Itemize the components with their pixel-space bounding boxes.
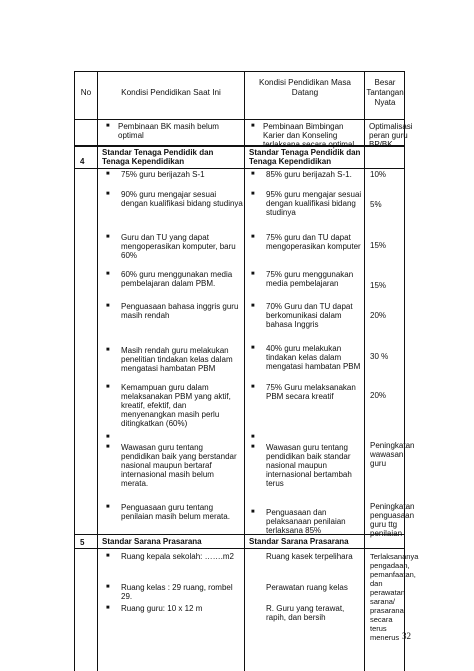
s5-item1-col1: Ruang kepala sekolah: …….m2	[121, 552, 234, 561]
bullet: ■	[251, 271, 255, 277]
bullet: ■	[251, 444, 255, 450]
bullet: ■	[251, 434, 255, 440]
header-col3: Besar Tantangan Nyata	[366, 78, 404, 107]
bullet: ■	[251, 509, 255, 515]
bullet: ■	[106, 553, 110, 559]
s4-item1-col1: 75% guru berijazah S-1	[121, 170, 205, 179]
s4-item6-col2: 40% guru melakukan tindakan kelas dalam mengatasi hambatan PBM	[266, 344, 361, 371]
bk-col1: Pembinaan BK masih belum optimal	[118, 122, 219, 140]
s4-item2-col2: 95% guru mengajar sesuai dengan kualifikasi bidang studinya	[266, 190, 362, 217]
s4-item6-col3: 30 %	[370, 352, 389, 361]
s5-item1-col2: Ruang kasek terpelihara	[266, 552, 353, 561]
bullet: ■	[106, 123, 110, 129]
bullet: ■	[251, 171, 255, 177]
bullet: ■	[251, 191, 255, 197]
s5-item3-col1: Ruang guru: 10 x 12 m	[121, 604, 203, 613]
bullet: ■	[106, 271, 110, 277]
header-col2: Kondisi Pendidikan Masa Datang	[259, 78, 351, 97]
s4-item5-col2: 70% Guru dan TU dapat berkomunikasi dalam bahasa Inggris	[266, 302, 353, 329]
bullet: ■	[106, 303, 110, 309]
header-no: No	[80, 88, 92, 97]
section4-col2: Standar Tenaga Pendidik dan Tenaga Kependidikan	[249, 148, 361, 166]
bullet: ■	[106, 584, 110, 590]
s4-item3-col2: 75% guru dan TU dapat mengoperasikan komputer	[266, 233, 361, 251]
s4-item2-col3: 5%	[370, 200, 382, 209]
bullet: ■	[251, 345, 255, 351]
bullet: ■	[106, 384, 110, 390]
s4-item8-col3: Peningkatan wawasan guru	[370, 441, 415, 468]
header-col1: Kondisi Pendidikan Saat Ini	[121, 88, 221, 97]
s4-item8-col1: Wawasan guru tentang pendidikan baik yang berstandar nasional maupun bertaraf internasional masih belum merata.	[121, 443, 237, 488]
s4-item9-col3: Peningkatan penguasaan guru ttg penilaian	[370, 502, 415, 538]
s4-item1-col2: 85% guru berijazah S-1.	[266, 170, 352, 179]
s4-item9-col2: Penguasaan dan pelaksanaan penilaian terlaksana 85%	[266, 508, 346, 535]
s4-item3-col1: Guru dan TU yang dapat mengoperasikan komputer, baru 60%	[121, 233, 236, 260]
bk-col3: Optimalisasi peran guru BP/BK	[369, 122, 413, 149]
s4-item1-col3: 10%	[370, 170, 387, 179]
s4-item9-col1: Penguasaan guru tentang penilaian masih belum merata.	[121, 503, 230, 521]
bullet: ■	[106, 234, 110, 240]
bullet: ■	[106, 504, 110, 510]
s4-item5-col3: 20%	[370, 311, 387, 320]
s4-item2-col1: 90% guru mengajar sesuai dengan kualifikasi bidang studinya	[121, 190, 243, 208]
section4-no: 4	[80, 157, 85, 166]
s5-item3-col2: R. Guru yang terawat, rapih, dan bersih	[266, 604, 345, 622]
bullet: ■	[106, 434, 110, 440]
s4-item7-col2: 75% Guru melaksanakan PBM secara kreatif	[266, 383, 356, 401]
bullet: ■	[106, 191, 110, 197]
s4-item7-col3: 20%	[370, 391, 387, 400]
s4-item4-col2: 75% guru menggunakan media pembelajaran	[266, 270, 354, 288]
bullet: ■	[251, 123, 255, 129]
s4-item5-col1: Penguasaan bahasa inggris guru masih rendah	[121, 302, 239, 320]
bullet: ■	[106, 444, 110, 450]
section5-no: 5	[80, 538, 85, 547]
bullet: ■	[251, 303, 255, 309]
bullet: ■	[106, 171, 110, 177]
section5-col1: Standar Sarana Prasarana	[102, 537, 202, 546]
section4-col1: Standar Tenaga Pendidik dan Tenaga Kependidikan	[102, 148, 214, 166]
bullet: ■	[251, 384, 255, 390]
s5-item2-col1: Ruang kelas : 29 ruang, rombel 29.	[121, 583, 233, 601]
s4-item6-col1: Masih rendah guru melakukan penelitian tindakan kelas dalam mengatasi hambatan PBM	[121, 346, 233, 373]
section5-col2: Standar Sarana Prasarana	[249, 537, 349, 546]
bullet: ■	[106, 347, 110, 353]
s4-item8-col2: Wawasan guru tentang pendidikan baik standar nasional maupun internasional bertambah terus	[266, 443, 352, 488]
s5-col3: Terlaksananya pengadaan, pemanfaatan, dan perawatan sarana/ prasarana secara terus menerus	[370, 552, 419, 642]
bullet: ■	[106, 605, 110, 611]
s4-item7-col1: Kemampuan guru dalam melaksanakan PBM yang aktif, kreatif, efektif, dan menyenangkan masih perlu ditingkatkan (60%)	[121, 383, 231, 428]
s4-item4-col1: 60% guru menggunakan media pembelajaran dalam PBM.	[121, 270, 233, 288]
s5-item2-col2: Perawatan ruang kelas	[266, 583, 348, 592]
bullet: ■	[251, 234, 255, 240]
bk-col2: Pembinaan Bimbingan Karier dan Konseling terlaksana secara optimal	[263, 122, 355, 149]
s4-item3-col3: 15%	[370, 241, 387, 250]
page-number: 32	[402, 631, 411, 641]
s4-item4-col3: 15%	[370, 281, 387, 290]
